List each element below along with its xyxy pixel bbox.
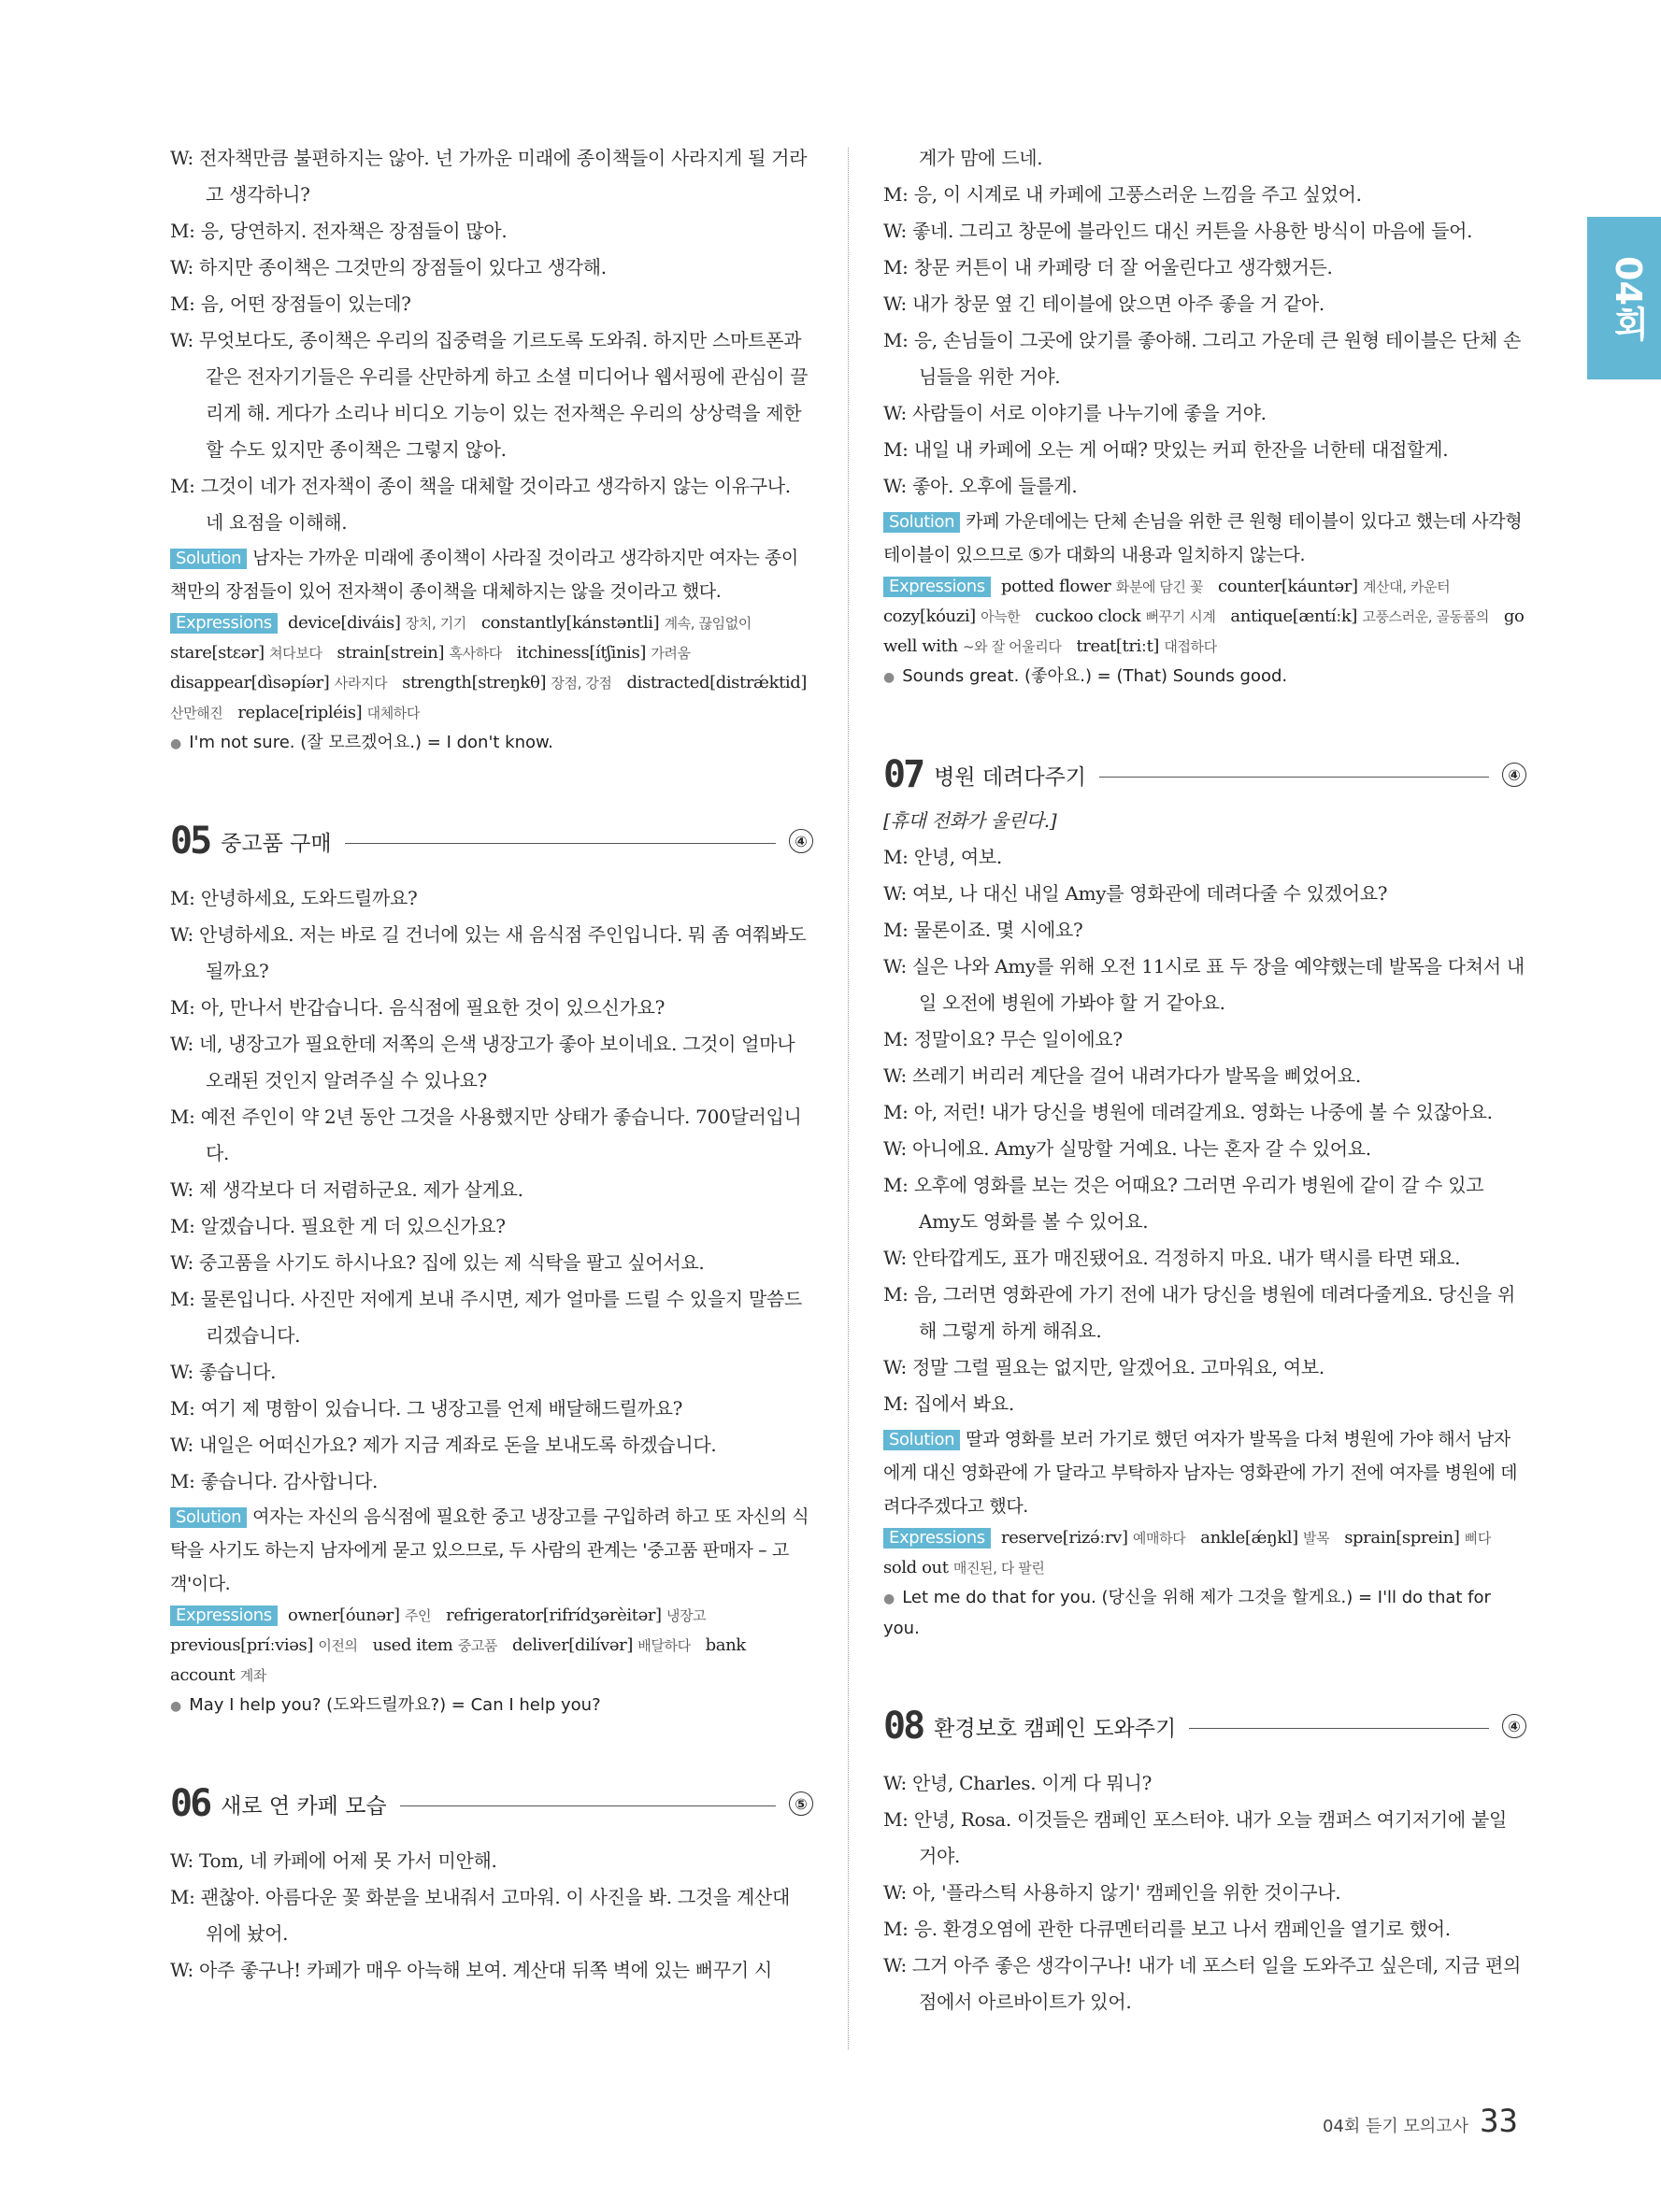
expressions-tag: Expressions [883, 1528, 991, 1548]
solution-tag: Solution [883, 1430, 960, 1450]
dialogue-line: W: Tom, 네 카페에 어제 못 가서 미안해. [170, 1849, 497, 1872]
footer-title: 04회 듣기 모의고사 [1323, 2117, 1469, 2136]
q04-expressions: Expressions device[diváis] 장치, 기기 constantly[kánstəntli] 계속, 끊임없이 stare[stɛər] 쳐다보다 strain[strein] 혹사하다 itchiness[ítʃinis] 가려움 disappear[dìsəpíər] 사라지다 strength[streŋkθ] 장점, 강점 distracted[distrǽktid] 산만해진 replace[ripléis] 대체하다 [170, 613, 808, 722]
dialogue-line: M: 응, 당연하지. 전자책은 장점들이 많아. [170, 220, 508, 242]
bullet-icon: ● [883, 1591, 895, 1606]
page-number: 33 [1480, 2103, 1519, 2140]
answer-badge: ⑤ [789, 1791, 813, 1816]
chapter-side-tab [1587, 217, 1661, 379]
page-footer [1323, 2103, 1518, 2140]
dialogue-line: W: 아, '플라스틱 사용하지 않기' 캠페인을 위한 것이구나. [883, 1881, 1341, 1904]
dialogue-line: M: 안녕, Rosa. 이것들은 캠페인 포스터야. 내가 오늘 캠퍼스 여기저기에 붙일 거야. [883, 1808, 1508, 1867]
q08-header [883, 1698, 1526, 1754]
q06-header [170, 1776, 813, 1832]
bullet-icon: ● [170, 736, 182, 751]
q04-solution: Solution 남자는 가까운 미래에 종이책이 사라질 것이라고 생각하지만 여자는 종이책만의 장점들이 있어 전자책이 종이책을 대체하지는 않을 것이라고 했다. [170, 548, 798, 602]
left-column [170, 140, 813, 1989]
stage-direction: [휴대 전화가 울린다.] [883, 809, 1057, 832]
title-rule [1189, 1728, 1489, 1729]
answer-badge: ④ [789, 829, 813, 853]
solution-tag: Solution [883, 512, 960, 533]
dialogue-line: W: 내가 창문 옆 긴 테이블에 앉으면 아주 좋을 거 같아. [883, 293, 1325, 315]
question-title: 중고품 구매 [221, 831, 332, 856]
answer-badge: ④ [1502, 763, 1526, 787]
dialogue-line: W: 하지만 종이책은 그것만의 장점들이 있다고 생각해. [170, 256, 607, 278]
dialogue-line: M: 응, 이 시계로 내 카페에 고풍스러운 느낌을 주고 싶었어. [883, 183, 1362, 206]
dialogue-line: W: 내일은 어떠신가요? 제가 지금 계좌로 돈을 보내도록 하겠습니다. [170, 1434, 717, 1456]
dialogue-line: M: 안녕, 여보. [883, 846, 1002, 868]
dialogue-line: W: 아주 좋구나! 카페가 매우 아늑해 보여. 계산대 뒤쪽 벽에 있는 뻐꾸기 시 [170, 1959, 773, 1981]
dialogue-line: W: 쓰레기 버리러 계단을 걸어 내려가다가 발목을 삐었어요. [883, 1064, 1361, 1087]
q05-dialogue [170, 880, 813, 1500]
question-number: 08 [883, 1705, 924, 1748]
chapter-side-tab-label: 04회 [1608, 256, 1649, 341]
q07-note: ● Let me do that for you. (당신을 위해 제가 그것을 할게요.) = I'll do that for you. [883, 1588, 1491, 1638]
dialogue-line: W: 사람들이 서로 이야기를 나누기에 좋을 거야. [883, 402, 1267, 424]
q05-expressions: Expressions owner[óunər] 주인 refrigerator[rifrídʒərèitər] 냉장고 previous[príːviəs] 이전의 used item 중고품 deliver[dilívər] 배달하다 bank account 계좌 [170, 1605, 746, 1685]
dialogue-line: M: 그것이 네가 전자책이 종이 책을 대체할 것이라고 생각하지 않는 이유구나. 네 요점을 이해해. [170, 475, 791, 534]
q06-dialogue-cont [883, 140, 1526, 505]
dialogue-line: M: 응, 손님들이 그곳에 앉기를 좋아해. 그리고 가운데 큰 원형 테이블은 단체 손님들을 위한 거야. [883, 329, 1522, 388]
dialogue-line: W: 전자책만큼 불편하지는 않아. 넌 가까운 미래에 종이책들이 사라지게 될 거라고 생각하니? [170, 147, 808, 206]
dialogue-line: M: 아, 저런! 내가 당신을 병원에 데려갈게요. 영화는 나중에 볼 수 있잖아요. [883, 1101, 1493, 1123]
dialogue-line: W: 여보, 나 대신 내일 Amy를 영화관에 데려다줄 수 있겠어요? [883, 882, 1388, 905]
dialogue-line: M: 여기 제 명함이 있습니다. 그 냉장고를 언제 배달해드릴까요? [170, 1397, 683, 1420]
dialogue-line: M: 물론입니다. 사진만 저에게 보내 주시면, 제가 얼마를 드릴 수 있을지 말씀드리겠습니다. [170, 1288, 802, 1347]
dialogue-line: W: 제 생각보다 더 저렴하군요. 제가 살게요. [170, 1178, 523, 1201]
dialogue-line: W: 안녕하세요. 저는 바로 길 건너에 있는 새 음식점 주인입니다. 뭐 좀 여쭤봐도 될까요? [170, 923, 807, 982]
question-number: 06 [170, 1782, 210, 1825]
dialogue-line: M: 응. 환경오염에 관한 다큐멘터리를 보고 나서 캠페인을 열기로 했어. [883, 1918, 1451, 1940]
dialogue-line: W: 실은 나와 Amy를 위해 오전 11시로 표 두 장을 예약했는데 발목을 다쳐서 내일 오전에 병원에 가봐야 할 거 같아요. [883, 955, 1525, 1014]
title-rule [400, 1805, 776, 1806]
expressions-tag: Expressions [170, 613, 278, 634]
expressions-tag: Expressions [883, 577, 991, 597]
dialogue-line: M: 예전 주인이 약 2년 동안 그것을 사용했지만 상태가 좋습니다. 700달러입니다. [170, 1106, 802, 1164]
solution-tag: Solution [170, 1507, 247, 1528]
dialogue-line: M: 오후에 영화를 보는 것은 어때요? 그러면 우리가 병원에 같이 갈 수 있고 Amy도 영화를 볼 수 있어요. [883, 1174, 1484, 1233]
dialogue-line: W: 네, 냉장고가 필요한데 저쪽의 은색 냉장고가 좋아 보이네요. 그것이 얼마나 오래된 것인지 알려주실 수 있나요? [170, 1033, 795, 1092]
dialogue-line: W: 그거 아주 좋은 생각이구나! 내가 네 포스터 일을 도와주고 싶은데, 지금 편의점에서 아르바이트가 있어. [883, 1954, 1522, 2013]
q06-solution: Solution 카페 가운데에는 단체 손님을 위한 큰 원형 테이블이 있다고 했는데 사각형 테이블이 있으므로 ⑤가 대화의 내용과 일치하지 않는다. [883, 511, 1523, 565]
expressions-tag: Expressions [170, 1605, 278, 1626]
q07-expressions: Expressions reserve[rizə́ːrv] 예매하다 ankle[ǽŋkl] 발목 sprain[sprein] 삐다 sold out 매진된, 다 팔린 [883, 1528, 1491, 1577]
column-divider [848, 148, 849, 2049]
bullet-icon: ● [883, 670, 895, 685]
dialogue-line: M: 음, 그러면 영화관에 가기 전에 내가 당신을 병원에 데려다줄게요. 당신을 위해 그렇게 하게 해줘요. [883, 1283, 1515, 1342]
dialogue-line: M: 좋습니다. 감사합니다. [170, 1470, 379, 1492]
dialogue-line: M: 알겠습니다. 필요한 게 더 있으신가요? [170, 1215, 506, 1237]
title-rule [345, 843, 776, 844]
dialogue-line: M: 물론이죠. 몇 시에요? [883, 919, 1083, 941]
dialogue-line: M: 정말이요? 무슨 일이에요? [883, 1028, 1123, 1050]
dialogue-line: M: 안녕하세요, 도와드릴까요? [170, 887, 418, 909]
q05-note: ● May I help you? (도와드릴까요?) = Can I help you? [170, 1695, 601, 1715]
dialogue-line: M: 집에서 봐요. [883, 1392, 1014, 1415]
right-column [883, 140, 1526, 2020]
dialogue-line: M: 내일 내 카페에 오는 게 어때? 맛있는 커피 한잔을 너한테 대접할게. [883, 438, 1449, 461]
q04-note: ● I'm not sure. (잘 모르겠어요.) = I don't know. [170, 733, 553, 752]
dialogue-line: W: 좋습니다. [170, 1361, 277, 1383]
q06-dialogue-start [170, 1843, 813, 1989]
question-title: 병원 데려다주기 [934, 764, 1087, 790]
title-rule [1099, 777, 1489, 778]
dialogue-line: M: 아, 만나서 반갑습니다. 음식점에 필요한 것이 있으신가요? [170, 996, 666, 1019]
bullet-icon: ● [170, 1699, 182, 1714]
dialogue-line: 계가 맘에 드네. [919, 147, 1043, 169]
dialogue-line: W: 안녕, Charles. 이게 다 뭐니? [883, 1772, 1152, 1794]
question-title: 새로 연 카페 모습 [221, 1793, 387, 1819]
dialogue-line: W: 좋네. 그리고 창문에 블라인드 대신 커튼을 사용한 방식이 마음에 들어. [883, 220, 1473, 242]
dialogue-line: M: 창문 커튼이 내 카페랑 더 잘 어울린다고 생각했거든. [883, 256, 1333, 278]
dialogue-line: W: 정말 그럴 필요는 없지만, 알겠어요. 고마워요, 여보. [883, 1356, 1325, 1378]
q05-solution: Solution 여자는 자신의 음식점에 필요한 중고 냉장고를 구입하려 하고 또 자신의 식탁을 사기도 하는지 남자에게 묻고 있으므로, 두 사람의 관계는 '중고품 판매자 – 고객'이다. [170, 1506, 809, 1594]
dialogue-line: W: 안타깝게도, 표가 매진됐어요. 걱정하지 마요. 내가 택시를 타면 돼요. [883, 1247, 1461, 1269]
q06-note: ● Sounds great. (좋아요.) = (That) Sounds good. [883, 666, 1288, 686]
q07-header [883, 747, 1526, 803]
answer-badge: ④ [1502, 1714, 1526, 1738]
question-number: 05 [170, 820, 210, 863]
q08-dialogue [883, 1765, 1526, 2020]
q06-expressions: Expressions potted flower 화분에 담긴 꽃 counter[káuntər] 계산대, 카운터 cozy[kóuzi] 아늑한 cuckoo clock 뻐꾸기 시계 antique[æntíːk] 고풍스러운, 골동품의 go well with ~와 잘 어울리다 treat[triːt] 대접하다 [883, 577, 1525, 656]
q07-dialogue [883, 803, 1526, 1422]
dialogue-line: W: 아니에요. Amy가 실망할 거예요. 나는 혼자 갈 수 있어요. [883, 1137, 1371, 1160]
question-title: 환경보호 캠페인 도와주기 [934, 1716, 1177, 1741]
q07-solution: Solution 딸과 영화를 보러 가기로 했던 여자가 발목을 다쳐 병원에 가야 해서 남자에게 대신 영화관에 가 달라고 부탁하자 남자는 영화관에 가기 전에 여자를 병원에 데려다주겠다고 했다. [883, 1429, 1518, 1517]
q04-dialogue [170, 140, 813, 541]
q05-header [170, 813, 813, 869]
dialogue-line: M: 음, 어떤 장점들이 있는데? [170, 293, 411, 315]
dialogue-line: W: 좋아. 오후에 들를게. [883, 475, 1078, 497]
dialogue-line: M: 괜찮아. 아름다운 꽃 화분을 보내줘서 고마워. 이 사진을 봐. 그것을 계산대 위에 놨어. [170, 1886, 791, 1945]
solution-tag: Solution [170, 549, 247, 569]
question-number: 07 [883, 753, 924, 796]
dialogue-line: W: 중고품을 사기도 하시나요? 집에 있는 제 식탁을 팔고 싶어서요. [170, 1251, 705, 1274]
dialogue-line: W: 무엇보다도, 종이책은 우리의 집중력을 기르도록 도와줘. 하지만 스마트폰과 같은 전자기기들은 우리를 산만하게 하고 소셜 미디어나 웹서핑에 관심이 끌리게 해. 게다가 소리나 비디오 기능이 있는 전자책은 우리의 상상력을 제한할 수도 있지만 종이책은 그렇지 않아. [170, 329, 809, 461]
